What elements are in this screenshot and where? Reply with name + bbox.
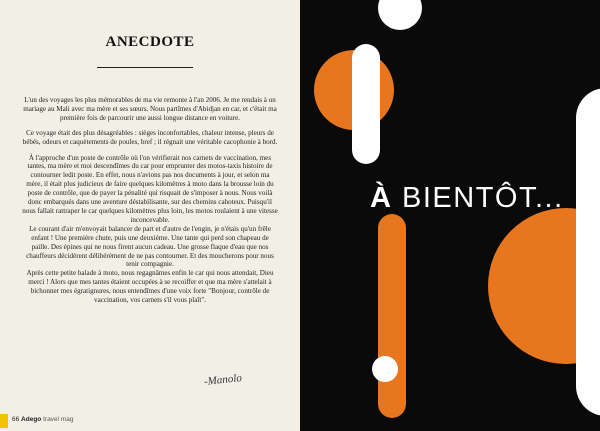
- paragraph-4: Le courant d'air m'envoyait balancer de part et d'autre de l'engin, je n'étais qu'un frêle enfant ! Une première chute, puis une deuxième. Une tante qui perd son chapeau de paille. Des épines qui ne nous firent aucun cadeau. Une grosse flaque d'eau que nos chauffeurs décidèrent délibérément de ne pas contourner. Et des moucherons pour nous tenir compagnie.: [26, 224, 274, 269]
- headline: [370, 182, 564, 215]
- signature: -Manolo: [203, 372, 243, 388]
- white-circle-top: [378, 0, 422, 30]
- paragraph-5: Après cette petite balade à moto, nous regagnâmes enfin le car qui nous attendait, Dieu merci ! Alors que mes tantes étaient occupées à se recoiffer et que ma mère s'attelait à bichonner mes égratignures, nous entendîmes d'une voix forte "Bonjour, contrôle de vaccination, vos carnets s'il vous plaît".: [26, 269, 274, 305]
- paragraph-3: À l'approche d'un poste de contrôle où l'on vérifierait nos carnets de vaccination, mes tantes, ma mère et moi descendîmes du car pour emprunter des motos-taxis histoire de contourner ledit poste. En effet, nous n'avions pas nos documents à jour, et selon ma mère, il était plus judicieux de faire quelques kilomètres à moto dans la brousse loin du poste de contrôle, que de payer la pénalité qui risquait de s'imposer à nous. Nous voilà donc embarqués dans une aventure déstabilisante, sur des chemins cahoteux. Puisqu'il nous fallait rattraper le car quelques kilomètres plus loin, les motos roulaient à une vitesse inconcevable.: [22, 153, 278, 224]
- headline-first-letter: À: [370, 182, 393, 214]
- page-folio: [0, 411, 300, 431]
- paragraph-1: L'un des voyages les plus mémorables de ma vie remonte à l'an 2006. Je me rendais à un mariage au Mali avec ma mère et ses sœurs. Nous partîmes d'Abidjan en car, et c'était ma première fois de parcourir une aussi longue distance en voiture.: [23, 96, 277, 122]
- brand-suffix: travel mag: [43, 416, 74, 423]
- paragraph-2: Ce voyage était des plus désagréables : sièges inconfortables, chaleur intense, pleurs de bébés, odeurs et caquètements de poules, bref ; il régnait une véritable cacophonie à bord.: [22, 129, 278, 147]
- right-page: [300, 0, 600, 431]
- folio-text: [12, 416, 73, 423]
- folio-tab: [0, 414, 8, 428]
- white-circle-bottom: [372, 356, 398, 382]
- page-title: ANECDOTE: [105, 34, 195, 50]
- orange-pill: [378, 214, 406, 418]
- white-pill: [352, 44, 380, 164]
- brand-name: Adego: [21, 416, 42, 423]
- page-number: 66: [12, 416, 20, 423]
- headline-rest: BIENTÔT...: [392, 182, 564, 214]
- white-pill-right: [576, 88, 600, 416]
- title-divider: [97, 67, 193, 68]
- anecdote-body: [22, 96, 278, 311]
